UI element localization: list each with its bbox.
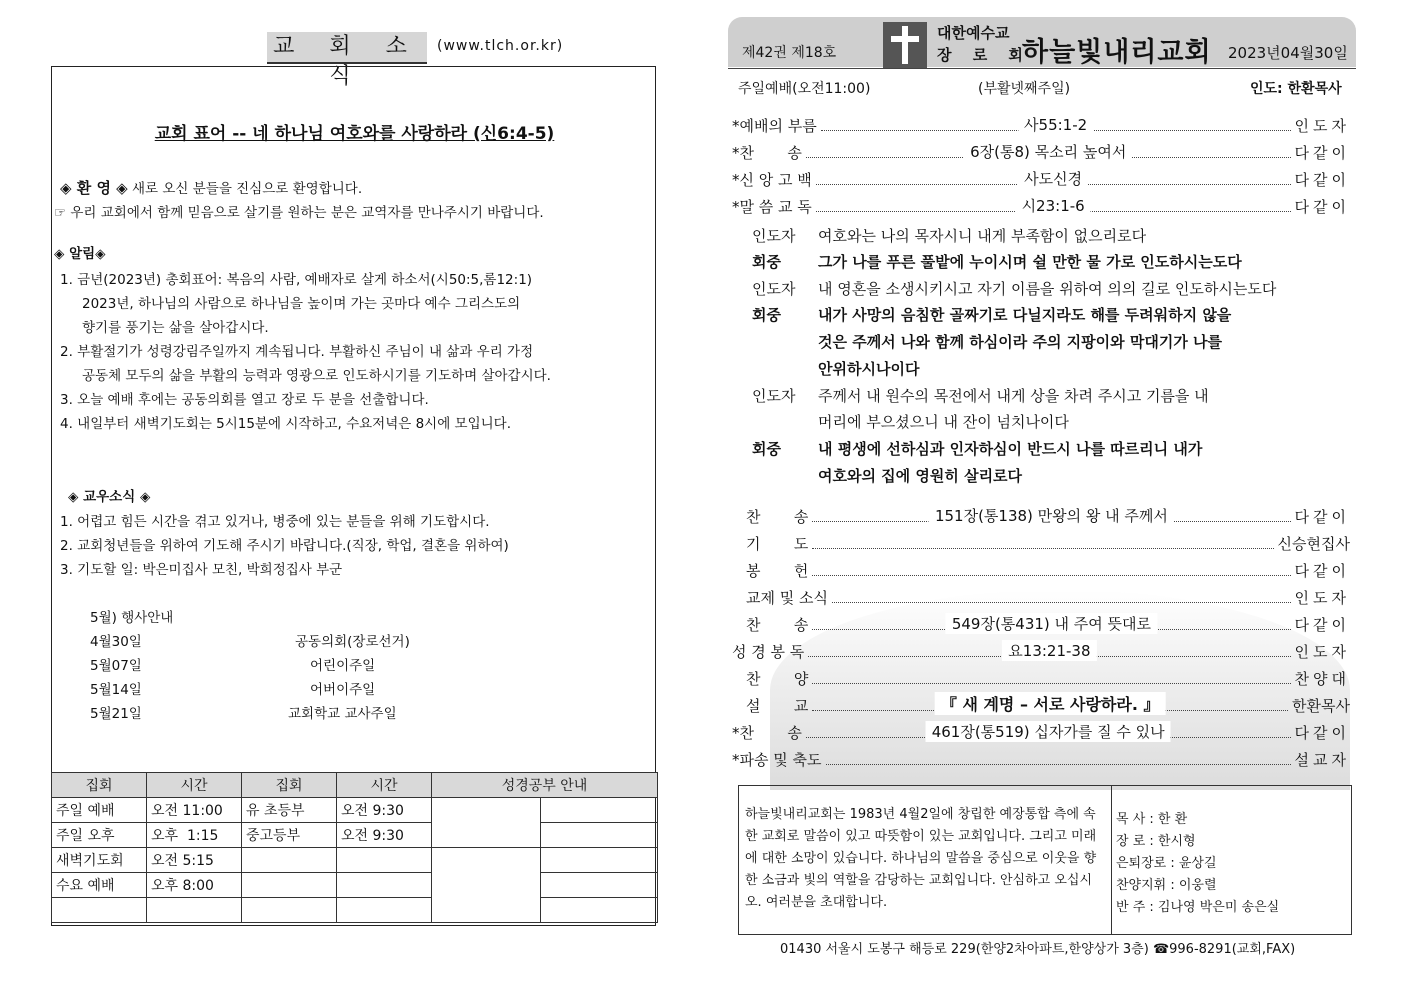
order-label: 찬 양 [746, 670, 809, 688]
member-news-label: ◈ 교우소식 ◈ [68, 489, 151, 505]
order-label: *예배의 부름 [732, 117, 817, 135]
member-news-line: 1. 어렵고 힘든 시간을 겪고 있거나, 병중에 있는 분들을 위해 기도합시다. [60, 514, 490, 530]
member-news-line: 3. 기도할 일: 박은미집사 모친, 박희정집사 부군 [60, 562, 343, 578]
staff-item: 목 사 : 한 환 [1116, 812, 1188, 827]
order-content: 461장(통519) 십자가를 질 수 있나 [926, 721, 1171, 742]
table-cell: 오전 9:30 [337, 823, 432, 848]
reading-text: 안위하시나이다 [818, 360, 920, 378]
reading-text: 내가 사망의 음침한 골짜기로 다닐지라도 해를 두려워하지 않을 [818, 306, 1232, 324]
table-cell: 오후 8:00 [147, 873, 242, 898]
staff-item: 반 주 : 김나영 박은미 송은실 [1116, 900, 1280, 915]
order-item [732, 640, 1350, 662]
meeting-schedule-table [51, 772, 658, 923]
sermon-title: 『 새 계명 – 서로 사랑하라. 』 [935, 692, 1166, 715]
table-row [52, 848, 658, 873]
order-item [732, 168, 1350, 190]
table-cell [52, 898, 147, 923]
reading-speaker: 회중 [752, 440, 781, 458]
order-label: 찬 송 [746, 616, 809, 634]
table-cell: 중고등부 [242, 823, 337, 848]
order-label: *찬 송 [732, 724, 802, 742]
church-introduction: 하늘빛내리교회는 1983년 4월2일에 창립한 예장통합 측에 속한 교회로 말씀이 있고 따뜻함이 있는 교회입니다. 그리고 미래에 대한 소망이 있습니다. 하나님의 말씀을 중심으로 이웃을 향한 소금과 빛의 역할을 감당하는 교회입니다. 안심하고 오십시오. 여러분을 초대합니다. [745, 807, 1097, 910]
church-address: 01430 서울시 도봉구 해등로 229(한양2차아파트,한양상가 3층) ☎996-8291(교회,FAX) [780, 942, 1296, 957]
order-leader: 인도자 [1294, 643, 1350, 661]
table-row [52, 898, 658, 923]
order-leader: 인도자 [1294, 589, 1350, 607]
order-label: *찬 송 [732, 144, 802, 162]
order-leader: 다같이 [1294, 508, 1350, 526]
order-item [746, 559, 1350, 581]
welcome-text: 새로 오신 분들을 진심으로 환영합니다. [127, 181, 363, 197]
order-item [732, 141, 1350, 163]
order-leader: 다같이 [1294, 144, 1350, 162]
staff-item: 장 로 : 한시형 [1116, 834, 1196, 849]
order-content: 시23:1-6 [1016, 195, 1091, 216]
notice-line: 향기를 풍기는 삶을 살아갑시다. [82, 320, 269, 336]
table-cell [432, 848, 541, 923]
reading-speaker: 인도자 [752, 387, 796, 405]
order-label: 봉 헌 [746, 562, 809, 580]
order-item [732, 114, 1350, 136]
denomination: 대한예수교 [937, 24, 1010, 42]
reading-text: 것은 주께서 나와 함께 하심이라 주의 지팡이와 막대기가 나를 [818, 333, 1223, 351]
order-item [746, 586, 1350, 608]
divider [728, 68, 1356, 69]
table-row [52, 873, 658, 898]
order-item [746, 505, 1350, 527]
order-leader: 다같이 [1294, 616, 1350, 634]
notice-line: 4. 내일부터 새벽기도회는 5시15분에 시작하고, 수요저녁은 8시에 모입니다. [60, 416, 512, 432]
event-name: 공동의회(장로선거) [295, 634, 410, 650]
church-info-box [738, 785, 1352, 935]
order-item [746, 613, 1350, 635]
order-leader: 찬양대 [1294, 670, 1350, 688]
news-box [51, 66, 656, 926]
table-row [52, 823, 658, 848]
table-cell [242, 898, 337, 923]
notice-line: 1. 금년(2023년) 총회표어: 복음의 사람, 예배자로 살게 하소서(시50:5,롬12:1) [60, 272, 533, 288]
table-cell: 오전 11:00 [147, 798, 242, 823]
table-cell [541, 823, 658, 848]
notice-line: 2023년, 하나님의 사람으로 하나님을 높이며 가는 곳마다 예수 그리스도의 [82, 296, 521, 312]
cross-logo [883, 22, 927, 68]
order-label: 기 도 [746, 535, 809, 553]
order-leader: 신승현집사 [1277, 535, 1350, 553]
order-label: *파송 및 축도 [732, 751, 822, 769]
order-item [732, 721, 1350, 743]
notice-line: 3. 오늘 예배 후에는 공동의회를 열고 장로 두 분을 선출합니다. [60, 392, 429, 408]
event-name: 교회학교 교사주일 [288, 706, 397, 722]
table-header: 집회 [52, 773, 147, 798]
table-cell: 수요 예배 [52, 873, 147, 898]
table-cell [337, 898, 432, 923]
liturgical-sunday: (부활넷째주일) [978, 81, 1071, 97]
order-label: 교제 및 소식 [746, 589, 828, 607]
notice-label: ◈ 알림◈ [54, 246, 106, 262]
reading-text: 여호와의 집에 영원히 살리로다 [818, 467, 1023, 485]
table-cell: 새벽기도회 [52, 848, 147, 873]
event-date: 4월30일 [90, 634, 142, 650]
welcome-text-2: ☞ 우리 교회에서 함께 믿음으로 살기를 원하는 분은 교역자를 만나주시기 바랍니다. [54, 205, 544, 221]
event-name: 어린이주일 [310, 658, 376, 674]
table-cell [337, 873, 432, 898]
order-item [732, 748, 1350, 770]
order-leader: 다같이 [1294, 724, 1350, 742]
denomination-sub: 장 로 회 [937, 46, 1031, 64]
worship-leader: 인도: 한환목사 [1250, 81, 1342, 97]
order-item [746, 694, 1350, 716]
reading-speaker: 인도자 [752, 280, 796, 298]
table-cell: 오전 5:15 [147, 848, 242, 873]
event-name: 어버이주일 [310, 682, 376, 698]
order-content: 549장(통431) 내 주여 뜻대로 [946, 613, 1157, 634]
church-website-url[interactable]: (www.tlch.or.kr) [437, 38, 564, 54]
table-cell: 주일 예배 [52, 798, 147, 823]
volume-number: 제42권 제18호 [742, 45, 837, 61]
order-leader: 다같이 [1294, 562, 1350, 580]
table-cell [147, 898, 242, 923]
order-content: 6장(통8) 목소리 높여서 [964, 141, 1132, 162]
table-cell [432, 798, 541, 848]
order-leader: 다같이 [1294, 198, 1350, 216]
news-section-title: 교 회 소 식 [267, 32, 427, 64]
table-cell [337, 848, 432, 873]
table-cell: 유 초등부 [242, 798, 337, 823]
order-content: 사55:1-2 [1018, 114, 1093, 135]
staff-item: 찬양지휘 : 이웅렬 [1116, 878, 1217, 893]
reading-text: 그가 나를 푸른 풀밭에 누이시며 쉴 만한 물 가로 인도하시는도다 [818, 253, 1242, 271]
reading-speaker: 회중 [752, 253, 781, 271]
order-leader: 한환목사 [1292, 697, 1350, 715]
event-date: 5월07일 [90, 658, 142, 674]
reading-text: 여호와는 나의 목자시니 내게 부족함이 없으리로다 [818, 227, 1147, 245]
staff-list [1111, 786, 1352, 934]
table-header: 시간 [147, 773, 242, 798]
table-cell: 오후 1:15 [147, 823, 242, 848]
notice-line: 2. 부활절기가 성령강림주일까지 계속됩니다. 부활하신 주님이 내 삶과 우리 가정 [60, 344, 534, 360]
table-header: 시간 [337, 773, 432, 798]
order-leader: 다같이 [1294, 171, 1350, 189]
event-date: 5월14일 [90, 682, 142, 698]
order-content: 151장(통138) 만왕의 왕 내 주께서 [929, 505, 1174, 526]
order-label: 설 교 [746, 697, 809, 715]
order-leader: 인도자 [1294, 117, 1350, 135]
member-news-line: 2. 교회청년들을 위하여 기도해 주시기 바랍니다.(직장, 학업, 결혼을 위하여) [60, 538, 509, 554]
order-item [732, 195, 1350, 217]
church-motto: 교회 표어 -- 네 하나님 여호와를 사랑하라 (신6:4-5) [154, 124, 555, 144]
table-cell [541, 898, 658, 923]
events-title: 5월) 행사안내 [90, 610, 174, 626]
order-item [746, 532, 1350, 554]
order-label: *신 앙 고 백 [732, 171, 812, 189]
order-content: 요13:21-38 [1002, 640, 1096, 661]
reading-speaker: 회중 [752, 306, 781, 324]
reading-text: 내 영혼을 소생시키시고 자기 이름을 위하여 의의 길로 인도하시는도다 [818, 280, 1277, 298]
table-row [52, 798, 658, 823]
service-time: 주일예배(오전11:00) [738, 81, 871, 97]
order-label: 찬 송 [746, 508, 809, 526]
table-header: 성경공부 안내 [432, 773, 658, 798]
order-leader: 설교자 [1294, 751, 1350, 769]
reading-speaker: 인도자 [752, 227, 796, 245]
reading-text: 주께서 내 원수의 목전에서 내게 상을 차려 주시고 기름을 내 [818, 387, 1209, 405]
event-date: 5월21일 [90, 706, 142, 722]
bulletin-date: 2023년04월30일 [1228, 44, 1348, 62]
table-cell [541, 798, 658, 823]
reading-text: 내 평생에 선하심과 인자하심이 반드시 나를 따르리니 내가 [818, 440, 1203, 458]
notice-line: 공동체 모두의 삶을 부활의 능력과 영광으로 인도하시기를 기도하며 살아갑시다. [82, 368, 551, 384]
table-cell [242, 848, 337, 873]
table-cell [541, 873, 658, 898]
order-item [746, 667, 1350, 689]
staff-item: 은퇴장로 : 윤상길 [1116, 856, 1217, 871]
table-cell [541, 848, 658, 873]
order-content: 사도신경 [1018, 168, 1088, 189]
welcome-line [60, 177, 362, 198]
reading-text: 머리에 부으셨으니 내 잔이 넘치나이다 [818, 413, 1069, 431]
order-label: *말 씀 교 독 [732, 198, 812, 216]
church-name: 하늘빛내리교회 [1022, 37, 1212, 68]
order-label: 성 경 봉 독 [732, 643, 805, 661]
table-cell: 주일 오후 [52, 823, 147, 848]
table-header: 집회 [242, 773, 337, 798]
welcome-label: ◈ 환 영 ◈ [60, 179, 128, 197]
table-cell: 오전 9:30 [337, 798, 432, 823]
table-cell [242, 873, 337, 898]
